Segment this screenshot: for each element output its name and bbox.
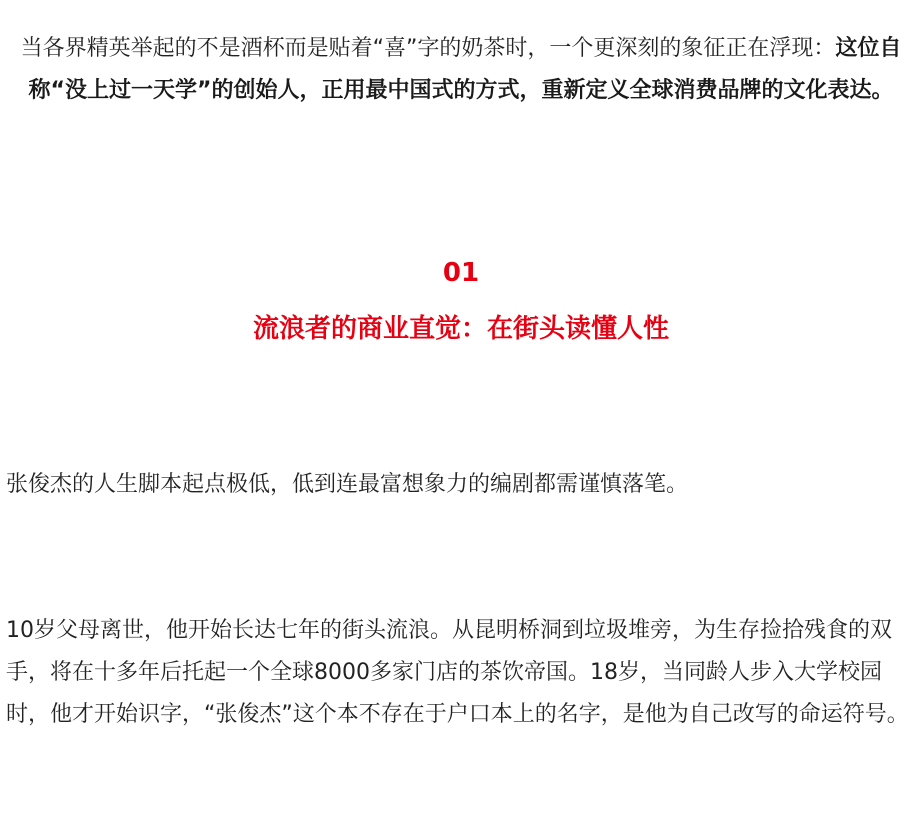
intro-paragraph [4, 28, 918, 112]
intro-emphasis: 这位自称“没上过一天学”的创始人，正用最中国式的方式，重新定义全球消费品牌的文化表达。 [28, 36, 902, 103]
body-paragraph: 10岁父母离世，他开始长达七年的街头流浪。从昆明桥洞到垃圾堆旁，为生存捡拾残食的双手，将在十多年后托起一个全球8000多家门店的茶饮帝国。18岁，当同龄人步入大学校园时，他才开始识字，“张俊杰”这个本不存在于户口本上的名字，是他为自己改写的命运符号。 [6, 618, 909, 727]
section-number: 01 [442, 258, 480, 288]
body-paragraph: 张俊杰的人生脚本起点极低，低到连最富想象力的编剧都需谨慎落笔。 [6, 472, 689, 497]
intro-text: 当各界精英举起的不是酒杯而是贴着“喜”字的奶茶时，一个更深刻的象征正在浮现： [20, 36, 836, 61]
section-title: 流浪者的商业直觉：在街头读懂人性 [252, 314, 669, 344]
